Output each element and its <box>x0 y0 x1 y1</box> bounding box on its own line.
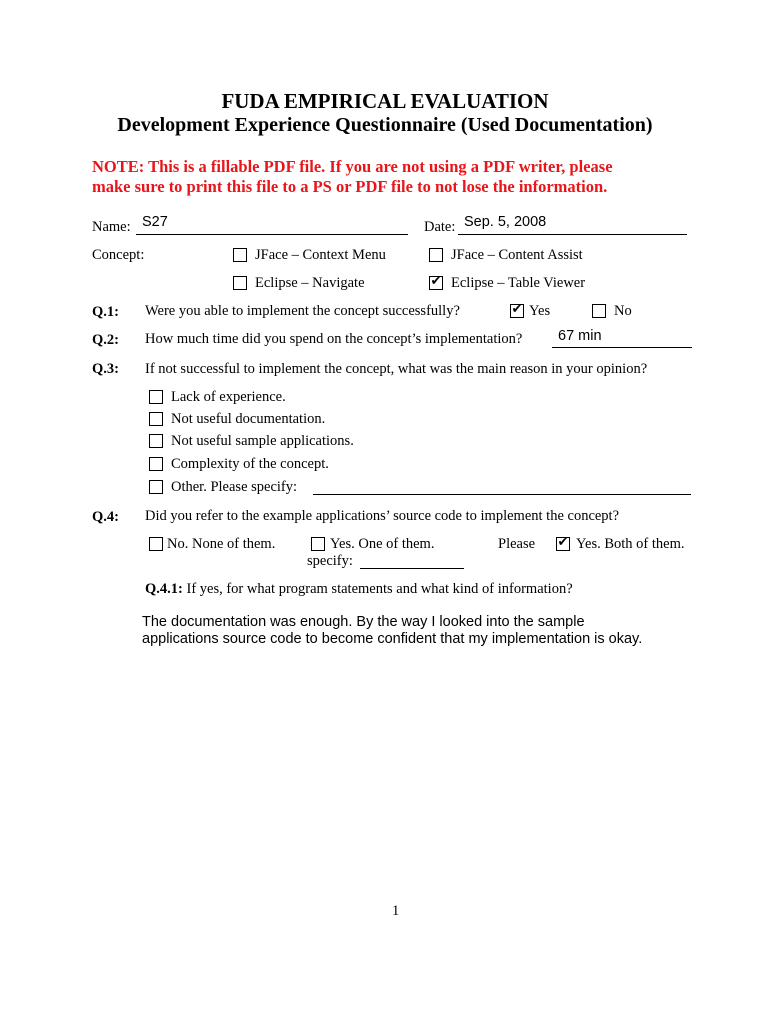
q4-number: Q.4: <box>92 509 119 525</box>
q4-option-label: No. None of them. <box>167 536 276 552</box>
q3-checkbox[interactable] <box>149 434 163 448</box>
q3-checkbox[interactable] <box>149 390 163 404</box>
q4-text: Did you refer to the example applications’ source code to implement the concept? <box>145 508 620 524</box>
q1-yes-checkbox[interactable] <box>510 304 524 318</box>
note-line-1: NOTE: This is a fillable PDF file. If you are not using a PDF writer, please <box>92 157 613 176</box>
q3-other-field[interactable] <box>313 494 691 495</box>
concept-checkbox[interactable] <box>429 276 443 290</box>
q3-option-label: Complexity of the concept. <box>171 456 329 472</box>
name-label: Name: <box>92 219 131 235</box>
q41-question <box>145 581 573 598</box>
q3-option-label: Lack of experience. <box>171 389 286 405</box>
name-underline <box>136 234 408 235</box>
q3-checkbox[interactable] <box>149 412 163 426</box>
q1-no-checkbox[interactable] <box>592 304 606 318</box>
q1-no-label: No <box>614 303 632 319</box>
q3-option-label: Not useful documentation. <box>171 411 326 427</box>
check-mark-icon: ✔ <box>430 274 442 289</box>
date-underline <box>458 234 687 235</box>
q4-checkbox[interactable] <box>311 537 325 551</box>
q1-number: Q.1: <box>92 304 119 320</box>
concept-checkbox[interactable] <box>429 248 443 262</box>
concept-option-label: JFace – Context Menu <box>255 247 386 263</box>
check-mark-icon: ✔ <box>511 302 523 317</box>
q41-number: Q.4.1: <box>145 581 183 597</box>
date-label: Date: <box>424 219 456 235</box>
name-field[interactable]: S27 <box>142 214 168 230</box>
q2-text: How much time did you spend on the concept’s implementation? <box>145 331 523 347</box>
concept-checkbox[interactable] <box>233 276 247 290</box>
concept-checkbox[interactable] <box>233 248 247 262</box>
q4-checkbox[interactable] <box>556 537 570 551</box>
q3-number: Q.3: <box>92 361 119 377</box>
q3-checkbox[interactable] <box>149 480 163 494</box>
q4-checkbox[interactable] <box>149 537 163 551</box>
q41-answer-line-2[interactable]: applications source code to become confident that my implementation is okay. <box>142 631 643 647</box>
concept-option-label: JFace – Content Assist <box>451 247 583 263</box>
q41-text: If yes, for what program statements and what kind of information? <box>186 581 573 597</box>
q41-answer-line-1[interactable]: The documentation was enough. By the way I looked into the sample <box>142 614 585 630</box>
q3-option-label: Other. Please specify: <box>171 479 298 495</box>
concept-label: Concept: <box>92 247 145 263</box>
q2-underline <box>552 347 692 348</box>
page-title: FUDA EMPIRICAL EVALUATION <box>221 89 549 113</box>
concept-option-label: Eclipse – Table Viewer <box>451 275 586 291</box>
q3-option-label: Not useful sample applications. <box>171 433 354 449</box>
q1-yes-label: Yes <box>529 303 551 319</box>
q2-time-field[interactable]: 67 min <box>558 328 602 344</box>
q4-specify-field[interactable] <box>360 568 464 569</box>
q2-number: Q.2: <box>92 332 119 348</box>
date-field[interactable]: Sep. 5, 2008 <box>464 214 547 230</box>
q4-option-label: Yes. Both of them. <box>576 536 685 552</box>
check-mark-icon: ✔ <box>557 535 569 550</box>
q1-text: Were you able to implement the concept successfully? <box>145 303 460 319</box>
page-subtitle: Development Experience Questionnaire (Used Documentation) <box>117 114 653 136</box>
q4-please-text: Please <box>498 536 536 552</box>
q4-specify-label: specify: <box>307 553 353 569</box>
note-line-2: make sure to print this file to a PS or PDF file to not lose the information. <box>92 177 608 196</box>
concept-option-label: Eclipse – Navigate <box>255 275 365 291</box>
q4-option-label: Yes. One of them. <box>330 536 435 552</box>
q3-text: If not successful to implement the concept, what was the main reason in your opinion? <box>145 361 648 377</box>
page-number: 1 <box>392 903 400 919</box>
q3-checkbox[interactable] <box>149 457 163 471</box>
